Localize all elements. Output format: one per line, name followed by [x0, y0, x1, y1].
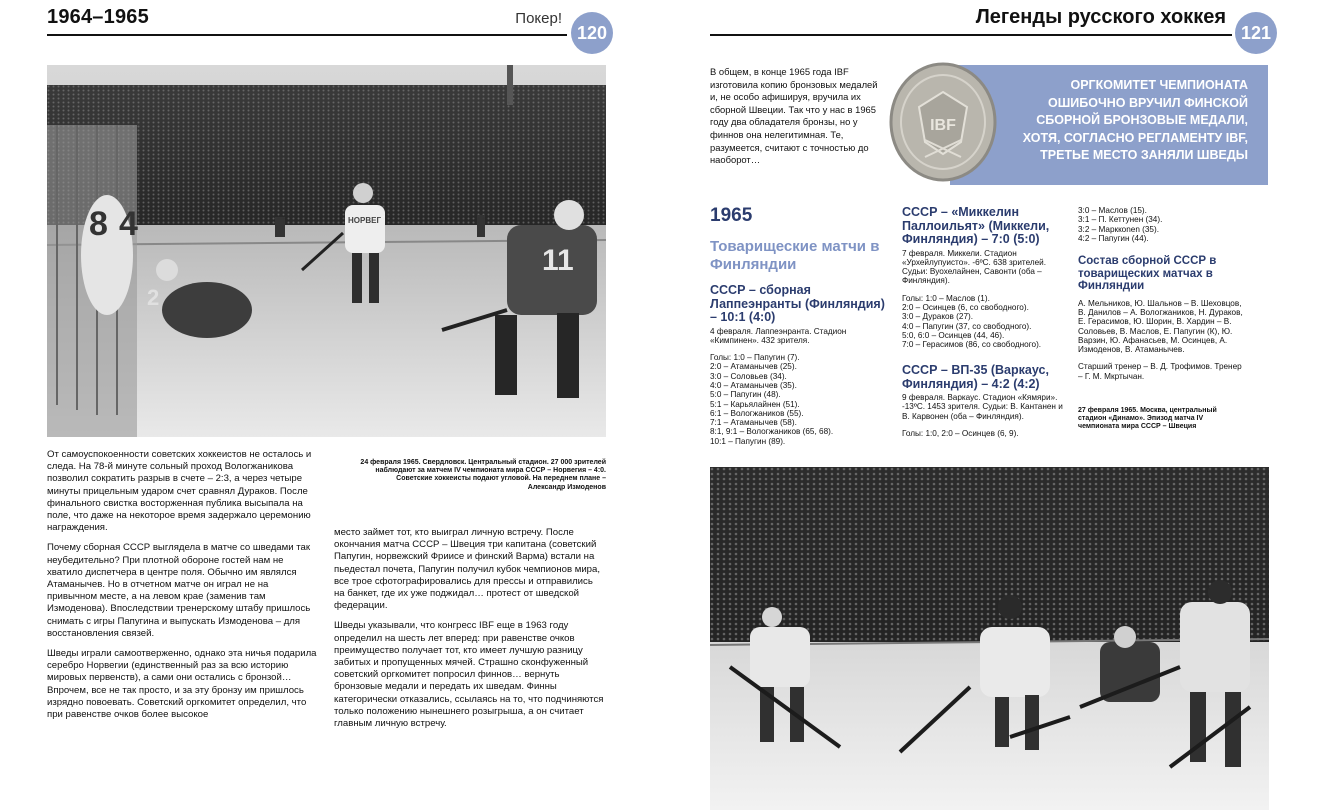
left-col2-paragraph-2: Шведы указывали, что конгресс IBF еще в 1963 году определил на шесть лет вперед: при равенстве очков преимущество получает тот, кто имеет лучшую разницу забитых и пропущенных мячей. Страшно сконфуженный советский оргкомитет попросил финнов… вернуть бронзовые медали и передать их шведам. Финны категорически отказались, ссылаясь на то, что подчиняются только положению нынешнего розыгрыша, а он считает главным личную встречу. [334, 620, 604, 730]
match-1-goals: Голы: 1:0 – Папугин (7). 2:0 – Атаманычев (25). 3:0 – Соловьев (34). 4:0 – Атаманычев (35). 5:0 – Папугин (48). 5:1 – Карьялайнен (51). 6:1 – Вологжаников (55). 7:1 – Атаманычев (58). 8:1, 9:1 – Вологжаников (65, 68). 10:1 – Папугин (89). [710, 353, 834, 446]
match-3-title: СССР – ВП-35 (Варкаус, Финляндия) – 4:2 (4:2) [902, 363, 1049, 391]
match-2-info: 7 февраля. Миккели. Стадион «Урхейлупуисто». -6ºС. 638 зрителей. Судьи: Вуохелайнен, Савонти (оба – Финляндия). [902, 248, 1047, 286]
left-col2-paragraph-1: место займет тот, кто выиграл личную встречу. После окончания матча СССР – Швеция три капитана (советский Папугин, норвежский Фриисе и финский Варма) встали на пьедестал почета, Папугин получил кубок чемпионов мира, все трое сфотографировались для прессы и отправились на банкет, где их уже поджидал… протест от шведской федерации. [334, 527, 601, 612]
match-3-goals-continued: 3:0 – Маслов (15). 3:1 – П. Кеттунен (34). 3:2 – Марккonen (35). 4:2 – Папугин (44). [1078, 206, 1163, 243]
left-col1-paragraph-3: Шведы играли самоотверженно, однако эта ничья подарила серебро Норвегии (единственный раз за всю историю мировых первенств), а сами они остались с бронзой… Впрочем, все не так просто, и за эту бронзу им пришлось изрядно повоевать. Советский оргкомитет определил, что при равенстве очков более высокое [47, 648, 317, 721]
hockey-photo-graphic [47, 65, 606, 437]
left-col1-paragraph-1: От самоуспокоенности советских хоккеистов не осталось и следа. На 78-й минуте сольный проход Вологжаникова позволил сократить разрыв в счете – 2:3, а через четыре минуты прицельным ударом счет сравнял Дураков. После финального свистка восторженная публика высыпала на поле, что даже на некоторое время задержало церемонию награждения. [47, 449, 312, 534]
jersey-number-2: 2 [147, 285, 160, 310]
match-3 [902, 364, 1067, 438]
match-1-title: СССР – сборная Лаппеэнранты (Финляндия) – 10:1 (4:0) [710, 283, 885, 324]
highlight-text: ОРГКОМИТЕТ ЧЕМПИОНАТА ОШИБОЧНО ВРУЧИЛ ФИНСКОЙ СБОРНОЙ БРОНЗОВЫЕ МЕДАЛИ, ХОТЯ, СОГЛАСНО РЕГЛАМЕНТУ IBF, ТРЕТЬЕ МЕСТО ЗАНЯЛИ ШВЕДЫ [1022, 78, 1248, 162]
jersey-text-norway: НОРВЕГ [348, 216, 381, 225]
left-photo [47, 65, 606, 437]
match-3-goals: Голы: 1:0, 2:0 – Осинцев (6, 9). [902, 428, 1019, 438]
right-intro-text: В общем, в конце 1965 года IBF изготовила копию бронзовых медалей и, не особо афишируя, вручила их сборной Швеции. Так что у нас в 1965 году два обладателя бронзы, но у финнов она нелегитимная. Те, разумеется, считают с точностью до наоборот… [710, 66, 878, 166]
left-column-1 [47, 449, 319, 729]
left-header-rule [47, 34, 567, 36]
right-header-title: Легенды русского хоккея [975, 6, 1226, 28]
roster-list: А. Мельников, Ю. Шальнов – В. Шеховцов, В. Данилов – А. Вологжаников, Н. Дураков, Е. Герасимов, Ю. Шорин, В. Хардин – В. Соловьев, В. Маслов, Е. Папугин (К), Ю. Варзин, Ю. Афанасьев, М. Осинцев, А. Измоденов, В. Атаманычев. [1078, 298, 1243, 355]
left-section-label: Покер! [515, 10, 562, 27]
coaches: Старший тренер – В. Д. Трофимов. Тренер – Г. М. Мкртычан. [1078, 362, 1242, 381]
match-2 [902, 206, 1067, 349]
medal-ibf-label: IBF [930, 117, 956, 134]
left-page-number: 120 [571, 12, 613, 54]
series-title: Товарищеские матчи в Финляндии [710, 238, 880, 273]
right-photo-caption: 27 февраля 1965. Москва, центральный стадион «Динамо». Эпизод матча IV чемпионата мира СССР – Швеция [1078, 407, 1217, 431]
jersey-number-11: 11 [542, 244, 574, 277]
right-page-number: 121 [1235, 12, 1277, 54]
left-photo-caption: 24 февраля 1965. Свердловск. Центральный стадион. 27 000 зрителей наблюдают за матчем IV чемпионата мира СССР – Норвегия – 4:0. Советские хоккеисты подают угловой. На переднем плане – Александр Измоденов [360, 459, 606, 491]
match-1-info: 4 февраля. Лаппеэнранта. Стадион «Кимпинен». 432 зрителя. [710, 326, 847, 345]
hockey-match-photo-graphic [710, 467, 1269, 810]
match-2-title: СССР – «Миккелин Паллоильят» (Миккели, Финляндия) – 7:0 (5:0) [902, 205, 1050, 246]
right-column-3 [1078, 206, 1248, 432]
right-photo [710, 467, 1269, 810]
match-1 [710, 284, 890, 446]
left-col1-paragraph-2: Почему сборная СССР выглядела в матче со шведами так неубедительно? При плотной обороне гостей нам не хватило диспетчера в центре поля. Обычно им являлся Атаманычев. Но в отчетном матче он играл не на привычном месте, а на левом крае (заменив там Измоденова). Впоследствии тренерскому штабу пришлось снимать с игры Папугина и выпускать Измоденова – для восстановления связей. [47, 542, 311, 639]
highlight-box [950, 65, 1268, 185]
left-column-2 [334, 527, 606, 738]
roster-title: Состав сборной СССР в товарищеских матчах в Финляндии [1078, 255, 1217, 293]
jersey-number-4: 4 [119, 205, 138, 243]
match-3-info: 9 февраля. Варкаус. Стадион «Кямяри». -13ºС. 1453 зрителя. Судьи: В. Кантанен и В. Карвонен (оба – Финляндия). [902, 393, 1063, 421]
ibf-medal-image [889, 62, 997, 182]
match-2-goals: Голы: 1:0 – Маслов (1). 2:0 – Осинцев (6, со свободного). 3:0 – Дураков (27). 4:0 – Папугин (37, со свободного). 5:0, 6:0 – Осинцев (44, 46). 7:0 – Герасимов (86, со свободного). [902, 293, 1042, 350]
right-header-rule [710, 34, 1232, 36]
year-heading: 1965 [710, 205, 753, 226]
left-header-title: 1964–1965 [47, 6, 149, 28]
jersey-number-8: 8 [89, 205, 108, 243]
